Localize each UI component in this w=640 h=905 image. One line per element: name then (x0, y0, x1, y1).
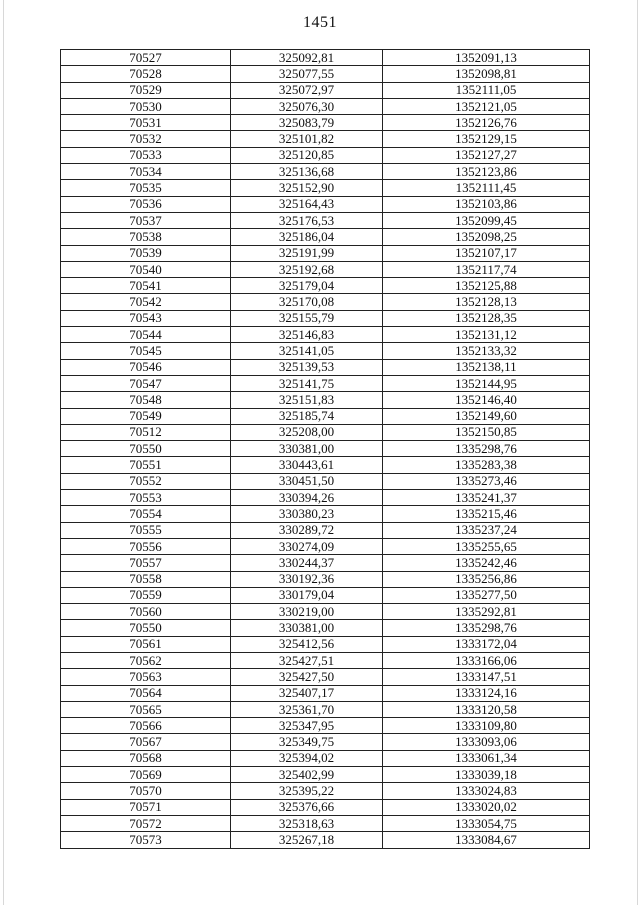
table-row (61, 767, 590, 783)
y-coordinate-cell: 1335237,24 (383, 522, 590, 538)
point-id-cell: 70533 (61, 147, 231, 163)
y-coordinate-cell: 1333147,51 (383, 669, 590, 685)
table-row (61, 815, 590, 831)
x-coordinate-cell: 330381,00 (231, 620, 383, 636)
y-coordinate-cell: 1352111,05 (383, 82, 590, 98)
x-coordinate-cell: 325185,74 (231, 408, 383, 424)
table-row (61, 115, 590, 131)
point-id-cell: 70529 (61, 82, 231, 98)
table-row (61, 620, 590, 636)
y-coordinate-cell: 1352133,32 (383, 343, 590, 359)
point-id-cell: 70546 (61, 359, 231, 375)
x-coordinate-cell: 330289,72 (231, 522, 383, 538)
y-coordinate-cell: 1335242,46 (383, 555, 590, 571)
y-coordinate-cell: 1352129,15 (383, 131, 590, 147)
x-coordinate-cell: 325152,90 (231, 180, 383, 196)
x-coordinate-cell: 325361,70 (231, 701, 383, 717)
point-id-cell: 70554 (61, 506, 231, 522)
point-id-cell: 70527 (61, 50, 231, 66)
y-coordinate-cell: 1352128,35 (383, 310, 590, 326)
table-row (61, 750, 590, 766)
point-id-cell: 70571 (61, 799, 231, 815)
x-coordinate-cell: 330394,26 (231, 490, 383, 506)
y-coordinate-cell: 1352131,12 (383, 327, 590, 343)
y-coordinate-cell: 1352125,88 (383, 278, 590, 294)
y-coordinate-cell: 1335298,76 (383, 441, 590, 457)
point-id-cell: 70557 (61, 555, 231, 571)
y-coordinate-cell: 1333172,04 (383, 636, 590, 652)
x-coordinate-cell: 325176,53 (231, 212, 383, 228)
x-coordinate-cell: 325072,97 (231, 82, 383, 98)
table-row (61, 522, 590, 538)
x-coordinate-cell: 330380,23 (231, 506, 383, 522)
y-coordinate-cell: 1352150,85 (383, 424, 590, 440)
point-id-cell: 70543 (61, 310, 231, 326)
y-coordinate-cell: 1333039,18 (383, 767, 590, 783)
x-coordinate-cell: 325349,75 (231, 734, 383, 750)
table-row (61, 66, 590, 82)
x-coordinate-cell: 325402,99 (231, 767, 383, 783)
point-id-cell: 70569 (61, 767, 231, 783)
x-coordinate-cell: 330179,04 (231, 587, 383, 603)
x-coordinate-cell: 325412,56 (231, 636, 383, 652)
point-id-cell: 70545 (61, 343, 231, 359)
y-coordinate-cell: 1352126,76 (383, 115, 590, 131)
table-row (61, 506, 590, 522)
y-coordinate-cell: 1335277,50 (383, 587, 590, 603)
x-coordinate-cell: 325092,81 (231, 50, 383, 66)
x-coordinate-cell: 325208,00 (231, 424, 383, 440)
x-coordinate-cell: 325395,22 (231, 783, 383, 799)
table-row (61, 212, 590, 228)
x-coordinate-cell: 325164,43 (231, 196, 383, 212)
point-id-cell: 70560 (61, 604, 231, 620)
point-id-cell: 70573 (61, 832, 231, 848)
x-coordinate-cell: 325170,08 (231, 294, 383, 310)
x-coordinate-cell: 325191,99 (231, 245, 383, 261)
point-id-cell: 70541 (61, 278, 231, 294)
table-row (61, 245, 590, 261)
point-id-cell: 70538 (61, 229, 231, 245)
point-id-cell: 70561 (61, 636, 231, 652)
x-coordinate-cell: 325146,83 (231, 327, 383, 343)
x-coordinate-cell: 330219,00 (231, 604, 383, 620)
point-id-cell: 70530 (61, 98, 231, 114)
y-coordinate-cell: 1335273,46 (383, 473, 590, 489)
y-coordinate-cell: 1352123,86 (383, 164, 590, 180)
table-row (61, 669, 590, 685)
table-row (61, 424, 590, 440)
y-coordinate-cell: 1335298,76 (383, 620, 590, 636)
x-coordinate-cell: 325186,04 (231, 229, 383, 245)
table-row (61, 359, 590, 375)
x-coordinate-cell: 330274,09 (231, 538, 383, 554)
y-coordinate-cell: 1335256,86 (383, 571, 590, 587)
point-id-cell: 70542 (61, 294, 231, 310)
point-id-cell: 70566 (61, 718, 231, 734)
y-coordinate-cell: 1352111,45 (383, 180, 590, 196)
y-coordinate-cell: 1333020,02 (383, 799, 590, 815)
point-id-cell: 70549 (61, 408, 231, 424)
table-row (61, 832, 590, 848)
coordinate-table (60, 49, 590, 849)
x-coordinate-cell: 330244,37 (231, 555, 383, 571)
point-id-cell: 70572 (61, 815, 231, 831)
y-coordinate-cell: 1352121,05 (383, 98, 590, 114)
table-row (61, 701, 590, 717)
point-id-cell: 70539 (61, 245, 231, 261)
y-coordinate-cell: 1335283,38 (383, 457, 590, 473)
point-id-cell: 70551 (61, 457, 231, 473)
table-row (61, 327, 590, 343)
y-coordinate-cell: 1333109,80 (383, 718, 590, 734)
table-row (61, 310, 590, 326)
y-coordinate-cell: 1335215,46 (383, 506, 590, 522)
point-id-cell: 70553 (61, 490, 231, 506)
y-coordinate-cell: 1352091,13 (383, 50, 590, 66)
x-coordinate-cell: 325155,79 (231, 310, 383, 326)
scan-edge-right (637, 0, 638, 905)
point-id-cell: 70568 (61, 750, 231, 766)
y-coordinate-cell: 1352138,11 (383, 359, 590, 375)
coordinate-table-body (61, 50, 590, 849)
table-row (61, 441, 590, 457)
table-row (61, 555, 590, 571)
x-coordinate-cell: 325427,51 (231, 652, 383, 668)
y-coordinate-cell: 1333166,06 (383, 652, 590, 668)
y-coordinate-cell: 1352103,86 (383, 196, 590, 212)
point-id-cell: 70540 (61, 261, 231, 277)
y-coordinate-cell: 1333024,83 (383, 783, 590, 799)
table-row (61, 799, 590, 815)
table-row (61, 180, 590, 196)
table-row (61, 131, 590, 147)
point-id-cell: 70535 (61, 180, 231, 196)
table-row (61, 587, 590, 603)
point-id-cell: 70565 (61, 701, 231, 717)
x-coordinate-cell: 325192,68 (231, 261, 383, 277)
table-row (61, 375, 590, 391)
point-id-cell: 70537 (61, 212, 231, 228)
point-id-cell: 70558 (61, 571, 231, 587)
y-coordinate-cell: 1333093,06 (383, 734, 590, 750)
table-row (61, 82, 590, 98)
table-row (61, 473, 590, 489)
point-id-cell: 70528 (61, 66, 231, 82)
table-row (61, 164, 590, 180)
y-coordinate-cell: 1333124,16 (383, 685, 590, 701)
point-id-cell: 70531 (61, 115, 231, 131)
y-coordinate-cell: 1335292,81 (383, 604, 590, 620)
table-row (61, 147, 590, 163)
table-row (61, 571, 590, 587)
table-row (61, 294, 590, 310)
x-coordinate-cell: 325347,95 (231, 718, 383, 734)
table-row (61, 636, 590, 652)
table-row (61, 685, 590, 701)
y-coordinate-cell: 1333120,58 (383, 701, 590, 717)
x-coordinate-cell: 325101,82 (231, 131, 383, 147)
table-row (61, 490, 590, 506)
point-id-cell: 70547 (61, 375, 231, 391)
table-row (61, 343, 590, 359)
point-id-cell: 70567 (61, 734, 231, 750)
x-coordinate-cell: 325318,63 (231, 815, 383, 831)
table-row (61, 783, 590, 799)
y-coordinate-cell: 1352099,45 (383, 212, 590, 228)
table-row (61, 229, 590, 245)
x-coordinate-cell: 325077,55 (231, 66, 383, 82)
x-coordinate-cell: 325141,75 (231, 375, 383, 391)
x-coordinate-cell: 325076,30 (231, 98, 383, 114)
x-coordinate-cell: 325151,83 (231, 392, 383, 408)
x-coordinate-cell: 330443,61 (231, 457, 383, 473)
point-id-cell: 70570 (61, 783, 231, 799)
table-row (61, 261, 590, 277)
x-coordinate-cell: 325267,18 (231, 832, 383, 848)
table-row (61, 457, 590, 473)
point-id-cell: 70559 (61, 587, 231, 603)
y-coordinate-cell: 1352098,81 (383, 66, 590, 82)
point-id-cell: 70550 (61, 441, 231, 457)
y-coordinate-cell: 1335241,37 (383, 490, 590, 506)
table-row (61, 278, 590, 294)
y-coordinate-cell: 1335255,65 (383, 538, 590, 554)
point-id-cell: 70562 (61, 652, 231, 668)
table-row (61, 392, 590, 408)
x-coordinate-cell: 325136,68 (231, 164, 383, 180)
table-row (61, 538, 590, 554)
x-coordinate-cell: 325083,79 (231, 115, 383, 131)
point-id-cell: 70563 (61, 669, 231, 685)
x-coordinate-cell: 325407,17 (231, 685, 383, 701)
point-id-cell: 70532 (61, 131, 231, 147)
table-row (61, 408, 590, 424)
x-coordinate-cell: 325141,05 (231, 343, 383, 359)
x-coordinate-cell: 325120,85 (231, 147, 383, 163)
point-id-cell: 70555 (61, 522, 231, 538)
table-row (61, 50, 590, 66)
x-coordinate-cell: 325376,66 (231, 799, 383, 815)
y-coordinate-cell: 1333084,67 (383, 832, 590, 848)
point-id-cell: 70544 (61, 327, 231, 343)
y-coordinate-cell: 1352127,27 (383, 147, 590, 163)
table-row (61, 604, 590, 620)
point-id-cell: 70550 (61, 620, 231, 636)
y-coordinate-cell: 1333054,75 (383, 815, 590, 831)
point-id-cell: 70534 (61, 164, 231, 180)
y-coordinate-cell: 1352144,95 (383, 375, 590, 391)
point-id-cell: 70564 (61, 685, 231, 701)
x-coordinate-cell: 325427,50 (231, 669, 383, 685)
point-id-cell: 70552 (61, 473, 231, 489)
table-row (61, 718, 590, 734)
y-coordinate-cell: 1352149,60 (383, 408, 590, 424)
x-coordinate-cell: 325139,53 (231, 359, 383, 375)
y-coordinate-cell: 1352117,74 (383, 261, 590, 277)
y-coordinate-cell: 1352098,25 (383, 229, 590, 245)
y-coordinate-cell: 1352128,13 (383, 294, 590, 310)
table-row (61, 98, 590, 114)
x-coordinate-cell: 325179,04 (231, 278, 383, 294)
scan-edge-left (3, 0, 4, 905)
table-row (61, 196, 590, 212)
y-coordinate-cell: 1333061,34 (383, 750, 590, 766)
table-row (61, 652, 590, 668)
point-id-cell: 70548 (61, 392, 231, 408)
point-id-cell: 70512 (61, 424, 231, 440)
point-id-cell: 70536 (61, 196, 231, 212)
y-coordinate-cell: 1352146,40 (383, 392, 590, 408)
x-coordinate-cell: 330192,36 (231, 571, 383, 587)
y-coordinate-cell: 1352107,17 (383, 245, 590, 261)
x-coordinate-cell: 325394,02 (231, 750, 383, 766)
table-row (61, 734, 590, 750)
x-coordinate-cell: 330451,50 (231, 473, 383, 489)
point-id-cell: 70556 (61, 538, 231, 554)
x-coordinate-cell: 330381,00 (231, 441, 383, 457)
page-number: 1451 (303, 14, 337, 31)
